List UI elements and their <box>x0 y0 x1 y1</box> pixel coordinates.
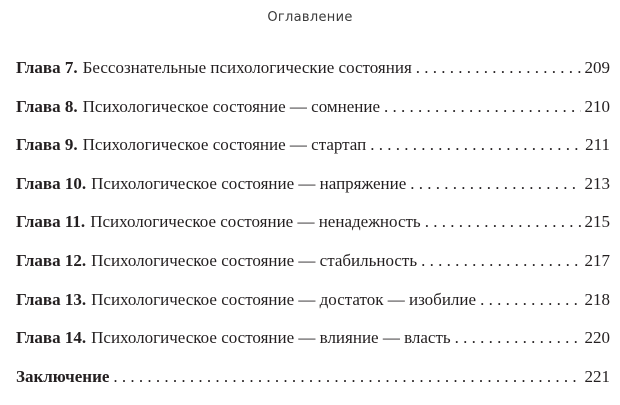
toc-dot-leader <box>455 328 581 348</box>
toc-page-number: 210 <box>584 96 610 116</box>
toc-dot-leader <box>410 174 580 194</box>
toc-page-number: 215 <box>584 212 610 232</box>
toc-entry-chapter-13[interactable] <box>16 290 610 329</box>
toc-page-number: 217 <box>584 250 610 270</box>
toc-title: Бессознательные психологические состояния <box>82 58 412 77</box>
toc-dot-leader <box>425 212 581 232</box>
toc-dot-leader <box>113 367 580 387</box>
toc-title: Заключение <box>16 366 110 386</box>
running-head: Оглавление <box>267 10 353 25</box>
toc-title: Психологическое состояние — ненадежность <box>90 212 421 232</box>
toc-title: Психологическое состояние — стартап <box>82 135 367 155</box>
toc-chapter-number: Глава 12. <box>16 250 87 270</box>
toc-chapter-number: Глава 11. <box>16 212 86 232</box>
toc-page-number: 220 <box>584 328 610 348</box>
toc-entry-chapter-12[interactable] <box>16 251 610 290</box>
toc-title: Психологическое состояние — стабильность <box>91 250 418 270</box>
toc-page-number: 209 <box>584 58 610 77</box>
toc-chapter-number: Глава 7. <box>16 58 78 77</box>
toc-chapter-number: Глава 10. <box>16 173 87 193</box>
toc-title: Психологическое состояние — сомнение <box>82 96 381 116</box>
toc-dot-leader <box>416 58 581 78</box>
toc-chapter-number: Глава 14. <box>16 328 87 348</box>
toc-entry-chapter-11[interactable] <box>16 212 610 251</box>
table-of-contents <box>16 58 610 405</box>
toc-entry-chapter-14[interactable] <box>16 328 610 367</box>
toc-title: Психологическое состояние — влияние — власть <box>91 328 451 348</box>
toc-entry-chapter-9[interactable] <box>16 135 610 174</box>
toc-dot-leader <box>384 97 580 117</box>
toc-dot-leader <box>480 290 580 310</box>
toc-dot-leader <box>421 251 580 271</box>
toc-title: Психологическое состояние — напряжение <box>91 173 407 193</box>
toc-chapter-number: Глава 13. <box>16 289 87 309</box>
toc-page-number: 211 <box>585 135 610 155</box>
toc-entry-chapter-10[interactable] <box>16 174 610 213</box>
toc-entry-chapter-7[interactable] <box>16 58 610 97</box>
toc-entry-conclusion[interactable] <box>16 367 610 405</box>
toc-chapter-number: Глава 9. <box>16 135 78 155</box>
toc-dot-leader <box>370 135 581 155</box>
toc-page-number: 221 <box>584 366 610 386</box>
toc-title: Психологическое состояние — достаток — изобилие <box>91 289 477 309</box>
toc-chapter-number: Глава 8. <box>16 96 78 116</box>
toc-entry-chapter-8[interactable] <box>16 97 610 136</box>
toc-page-number: 218 <box>584 289 610 309</box>
toc-page-number: 213 <box>584 173 610 193</box>
